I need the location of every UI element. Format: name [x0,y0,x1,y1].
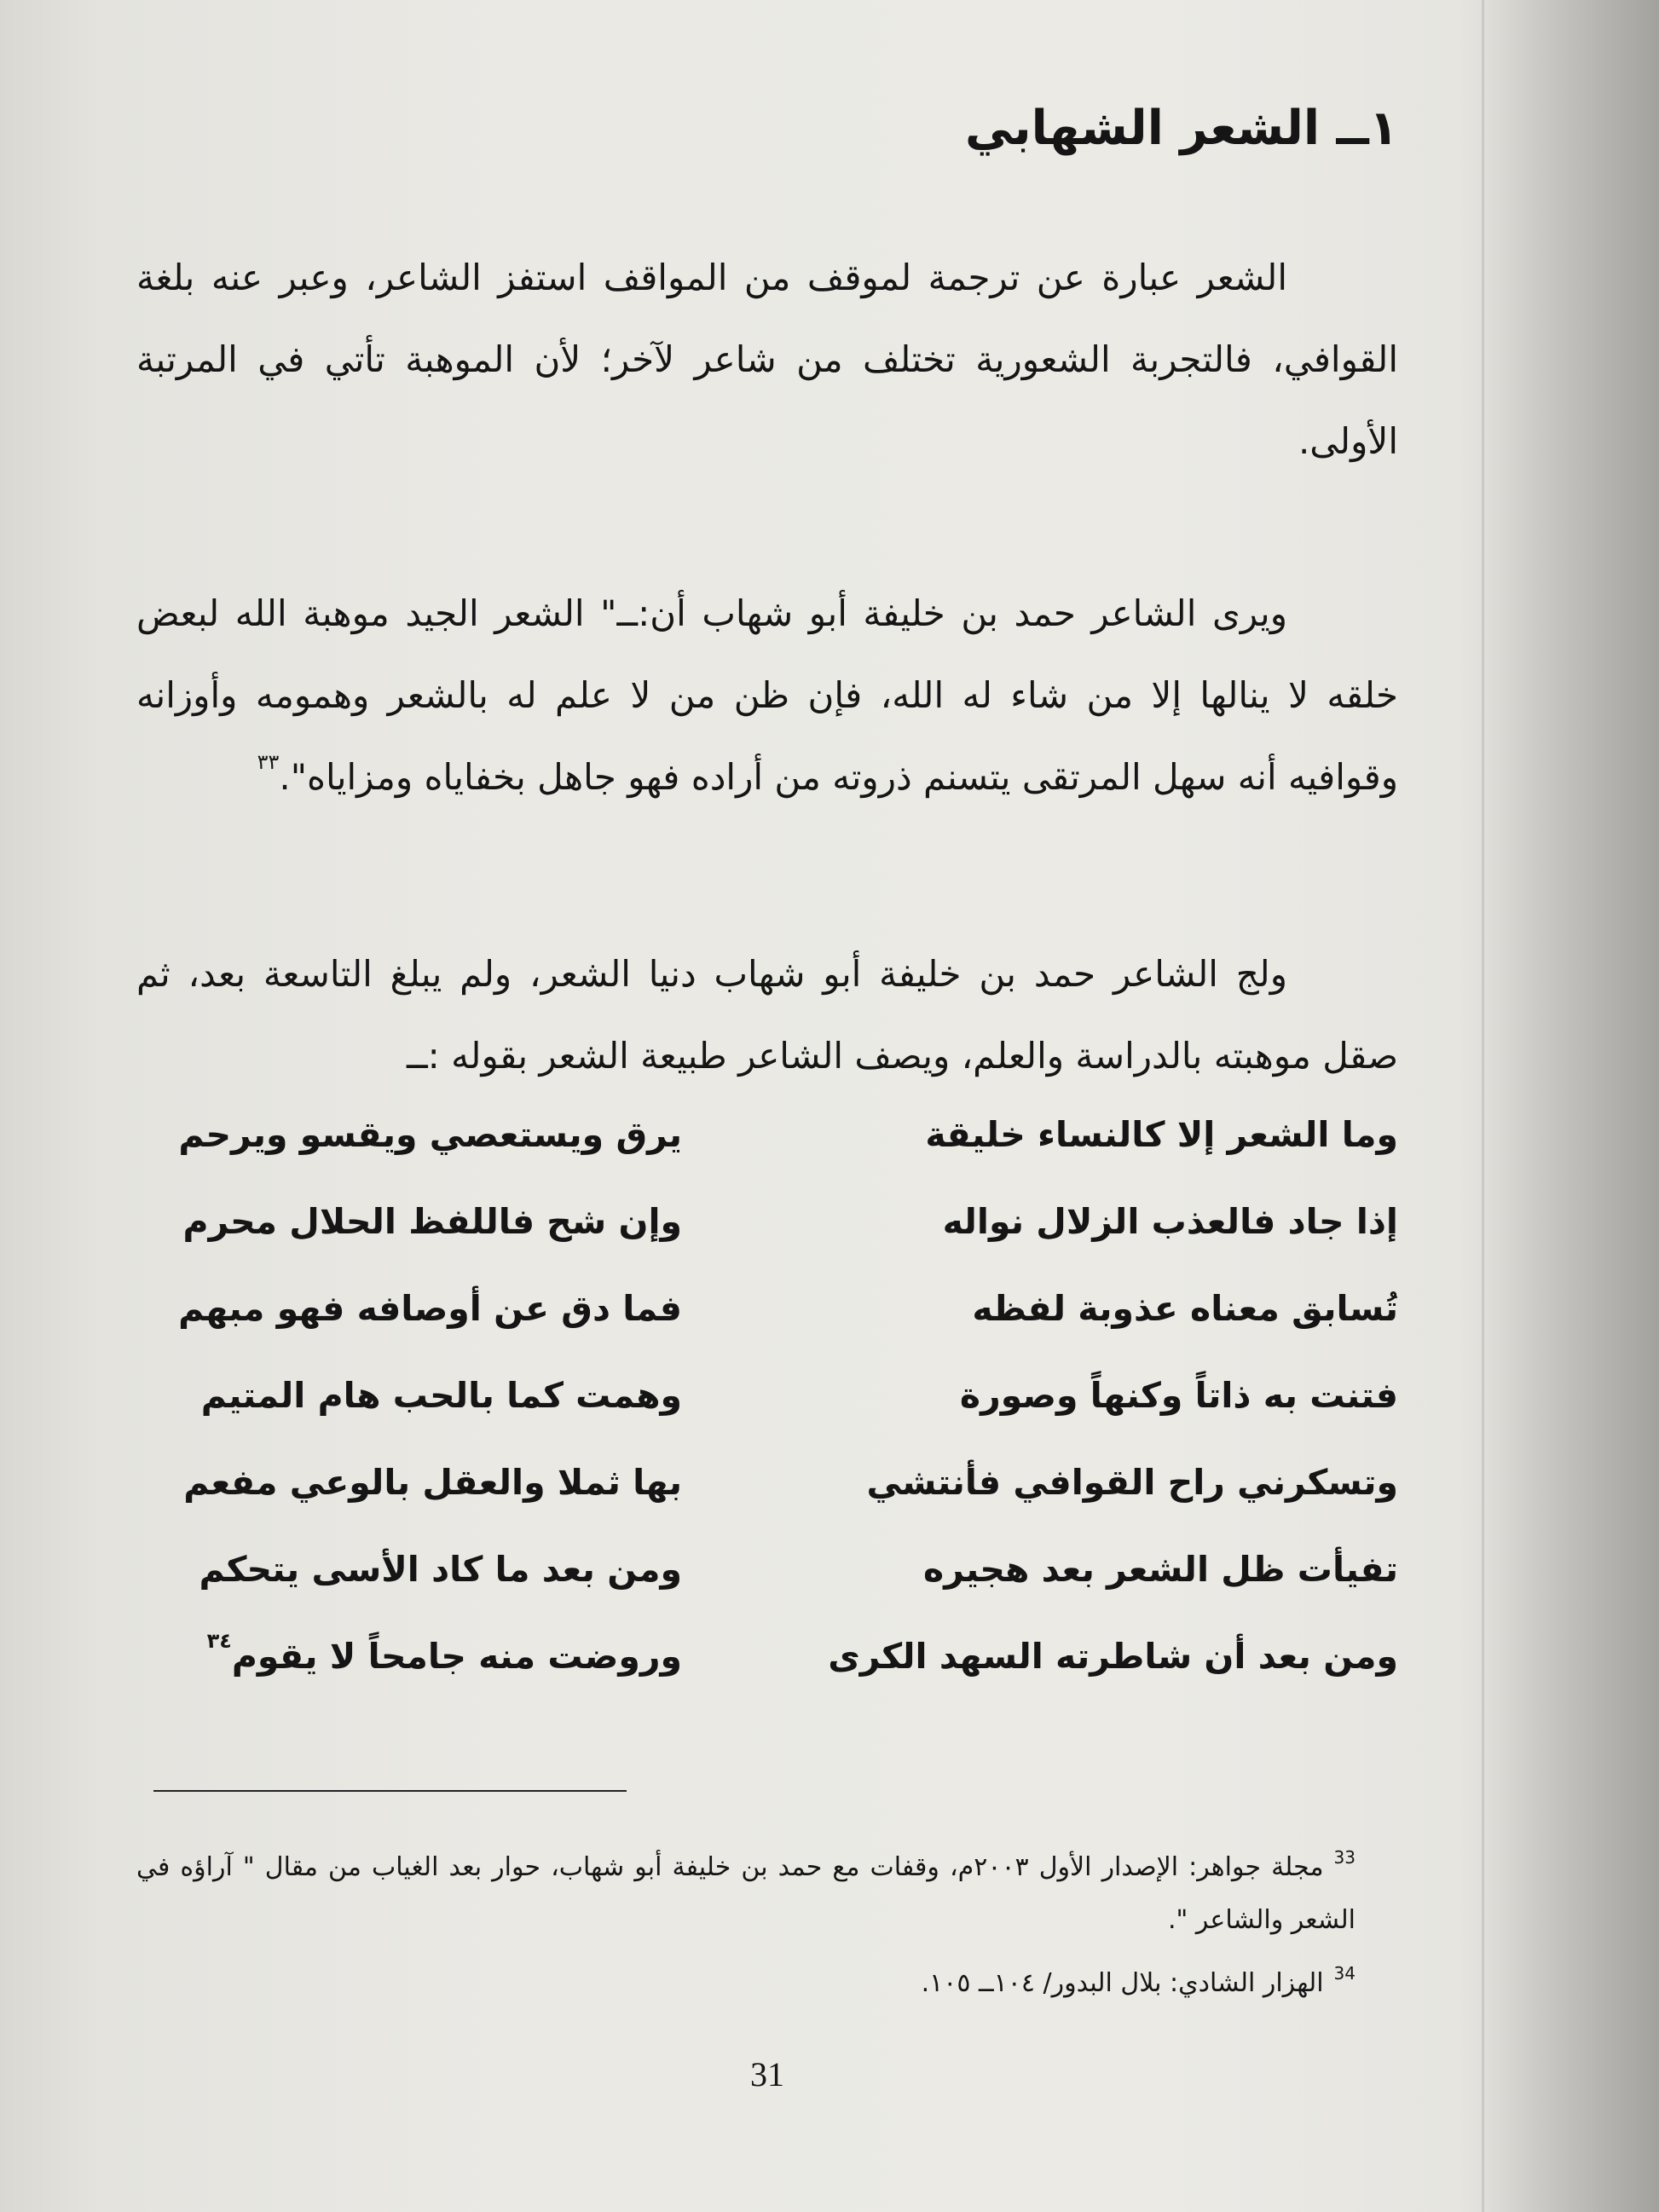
page-edge [1482,0,1484,2212]
footnote-33 [136,1831,1356,1947]
paragraph-3 [136,933,1398,1097]
footnote-number: 34 [1333,1963,1356,1984]
verse-first-hemistich: فتنت به ذاتاً وكنهاً وصورة [959,1375,1398,1416]
verse-second-hemistich: فما دق عن أوصافه فهو مبهم [178,1288,682,1329]
poem-verse [136,1265,1398,1352]
poem-verse [136,1526,1398,1613]
verse-first-hemistich: تفيأت ظل الشعر بعد هجيره [922,1549,1398,1590]
paragraph-1 [136,237,1398,482]
verse-second-hemistich [136,1613,682,1700]
book-page [136,0,1398,2212]
verse-second-hemistich: ومن بعد ما كاد الأسى يتحكم [199,1549,682,1590]
verse-first-hemistich: إذا جاد فالعذب الزلال نواله [942,1201,1398,1242]
poem-verse [136,1352,1398,1439]
verse-first-hemistich: ومن بعد أن شاطرته السهد الكرى [828,1636,1398,1677]
verse-second-hemistich-text: وروضت منه جامحاً لا يقوم [231,1636,682,1677]
footnote-number: 33 [1333,1847,1356,1868]
footnote-separator [153,1790,627,1792]
verse-first-hemistich: وتسكرني راح القوافي فأنتشي [866,1462,1398,1503]
poem-verse [136,1091,1398,1178]
verse-second-hemistich: يرق ويستعصي ويقسو ويرحم [178,1114,682,1155]
footnote-text: مجلة جواهر: الإصدار الأول ٢٠٠٣م، وقفات مع حمد بن خليفة أبو شهاب، حوار بعد الغياب من مقال " آراؤه في الشعر والشاعر ". [136,1852,1356,1935]
footnote-ref-34: ٣٤ [206,1629,232,1653]
paragraph-3-text: ولج الشاعر حمد بن خليفة أبو شهاب دنيا الشعر، ولم يبلغ التاسعة بعد، ثم صقل موهبته بالدراسة والعلم، ويصف الشاعر طبيعة الشعر بقوله :ــ [136,953,1398,1077]
footnote-ref-33: ٣٣ [257,750,280,774]
footnote-34 [136,1947,1356,2010]
verse-second-hemistich: وإن شح فاللفظ الحلال محرم [182,1201,682,1242]
poem-verse [136,1178,1398,1265]
verse-second-hemistich: وهمت كما بالحب هام المتيم [200,1375,682,1416]
verse-first-hemistich: وما الشعر إلا كالنساء خليقة [925,1114,1398,1155]
poem [136,1091,1398,1700]
poem-verse [136,1439,1398,1526]
section-heading: ١ــ الشعر الشهابي [965,101,1398,156]
verse-first-hemistich: تُسابق معناه عذوبة لفظه [972,1288,1398,1329]
paragraph-2 [136,573,1398,818]
paragraph-1-text: الشعر عبارة عن ترجمة لموقف من المواقف استفز الشاعر، وعبر عنه بلغة القوافي، فالتجربة الشعورية تختلف من شاعر لآخر؛ لأن الموهبة تأتي في المرتبة الأولى. [136,257,1398,462]
paragraph-2-text: ويرى الشاعر حمد بن خليفة أبو شهاب أن:ــ" الشعر الجيد موهبة الله لبعض خلقه لا ينالها إلا من شاء له الله، فإن ظن من لا علم له بالشعر وهمومه وأوزانه وقوافيه أنه سهل المرتقى يتسنم ذروته من أراده فهو جاهل بخفاياه ومزاياه". [136,592,1398,798]
footnotes [136,1831,1356,2010]
page-number: 31 [750,2055,784,2094]
verse-second-hemistich: بها ثملا والعقل بالوعي مفعم [183,1462,682,1503]
footnote-text: الهزار الشادي: بلال البدور/ ١٠٤ــ ١٠٥. [921,1968,1324,1998]
book-gutter-shadow [1480,0,1659,2212]
poem-verse [136,1613,1398,1700]
